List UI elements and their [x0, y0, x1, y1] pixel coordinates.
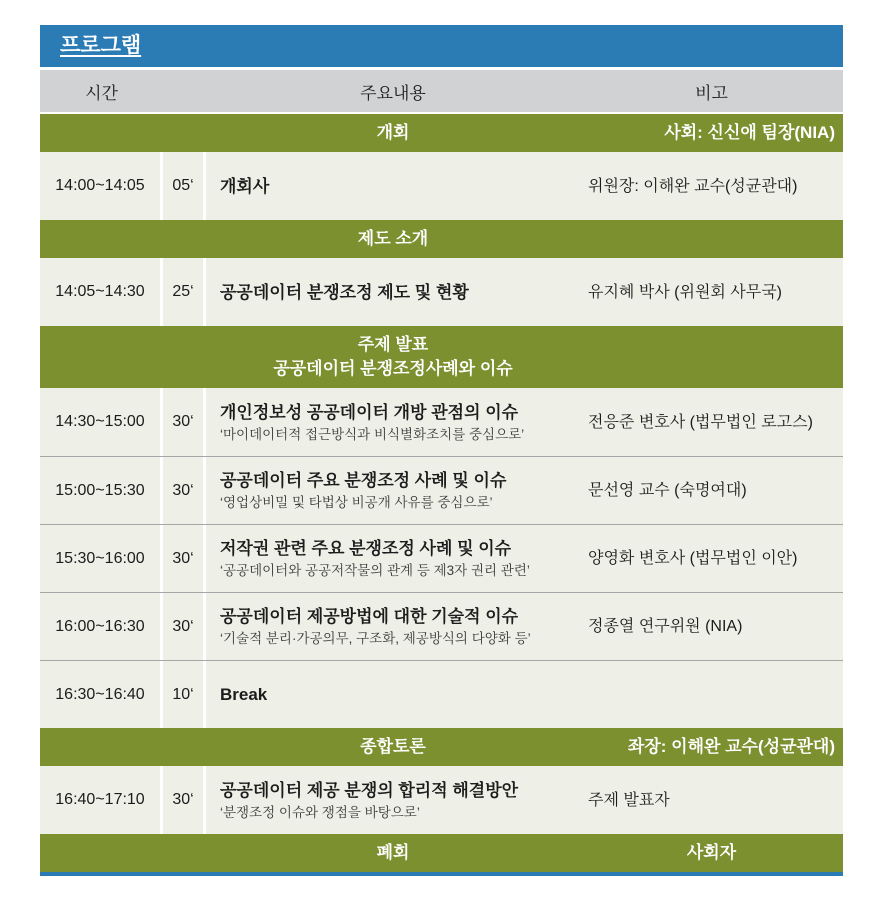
- agenda-subtitle: ‘공공데이터와 공공저작물의 관계 등 제3자 권리 관련’: [220, 563, 530, 578]
- agenda-note: 주제 발표자: [588, 791, 670, 809]
- agenda-time: 16:00~16:30: [40, 593, 163, 660]
- column-header-content: 주요내용: [360, 83, 426, 103]
- agenda-row: [40, 152, 843, 220]
- agenda-note: 정종열 연구위원 (NIA): [588, 618, 743, 635]
- agenda-time: 14:05~14:30: [40, 258, 163, 326]
- section-row: [40, 834, 843, 872]
- agenda-row: [40, 258, 843, 326]
- agenda-duration: 05‘: [163, 152, 206, 220]
- agenda-subtitle: ‘마이데이터적 접근방식과 비식별화조치를 중심으로’: [220, 426, 525, 442]
- agenda-title: 공공데이터 주요 분쟁조정 사례 및 이슈: [220, 471, 507, 490]
- section-title: 종합토론: [360, 737, 426, 756]
- program-table: [40, 25, 843, 872]
- section-title: 개회: [376, 123, 410, 142]
- agenda-subtitle: ‘분쟁조정 이슈와 쟁점을 바탕으로’: [220, 804, 420, 820]
- agenda-note: 위원장: 이해완 교수(성균관대): [588, 177, 798, 195]
- agenda-content: [206, 166, 580, 207]
- agenda-note: 문선영 교수 (숙명여대): [588, 482, 747, 499]
- agenda-title: 개회사: [220, 176, 270, 196]
- column-header-note: 비고: [695, 83, 728, 103]
- agenda-time: 15:30~16:00: [40, 525, 163, 592]
- section-row: [40, 220, 843, 258]
- agenda-title: 저작권 관련 주요 분쟁조정 사례 및 이슈: [220, 539, 512, 558]
- agenda-row: [40, 592, 843, 660]
- agenda-note: 양영화 변호사 (법무법인 이안): [588, 550, 798, 567]
- program-title: 프로그램: [60, 34, 142, 57]
- section-note: 사회자: [686, 843, 737, 862]
- agenda-note: 유지혜 박사 (위원회 사무국): [588, 283, 783, 301]
- agenda-title: 공공데이터 제공방법에 대한 기술적 이슈: [220, 607, 519, 626]
- agenda-time: 16:40~17:10: [40, 766, 163, 834]
- section-note: [580, 232, 843, 246]
- agenda-row: [40, 766, 843, 834]
- section-row: [40, 326, 843, 388]
- agenda-title: 공공데이터 분쟁조정 제도 및 현황: [220, 282, 469, 302]
- agenda-subtitle: ‘기술적 분리·가공의무, 구조화, 제공방식의 다양화 등’: [220, 631, 531, 646]
- column-header-row: [40, 70, 843, 112]
- agenda-title: Break: [220, 685, 268, 704]
- agenda-content: [206, 528, 580, 589]
- section-title: 주제 발표 공공데이터 분쟁조정사례와 이슈: [273, 335, 513, 378]
- agenda-row: [40, 660, 843, 728]
- agenda-duration: 25‘: [163, 258, 206, 326]
- agenda-note: 전응준 변호사 (법무법인 로고스): [588, 413, 813, 431]
- section-title: 제도 소개: [357, 229, 429, 248]
- section-row: [40, 728, 843, 766]
- agenda-duration: 30‘: [163, 457, 206, 524]
- agenda-time: 16:30~16:40: [40, 661, 163, 728]
- section-note: 사회: 신신애 팀장(NIA): [664, 123, 835, 142]
- agenda-row: [40, 524, 843, 592]
- agenda-duration: 30‘: [163, 525, 206, 592]
- agenda-title: 공공데이터 제공 분쟁의 합리적 해결방안: [220, 780, 519, 800]
- agenda-row: [40, 388, 843, 456]
- agenda-duration: 30‘: [163, 388, 206, 456]
- section-row: [40, 114, 843, 152]
- agenda-duration: 10‘: [163, 661, 206, 728]
- agenda-time: 14:00~14:05: [40, 152, 163, 220]
- agenda-content: [206, 272, 580, 313]
- agenda-content: [206, 460, 580, 521]
- bottom-accent-strip: [40, 872, 843, 876]
- agenda-time: 15:00~15:30: [40, 457, 163, 524]
- agenda-duration: 30‘: [163, 766, 206, 834]
- section-note: [580, 350, 843, 364]
- agenda-content: [206, 770, 580, 831]
- agenda-duration: 30‘: [163, 593, 206, 660]
- agenda-subtitle: ‘영업상비밀 및 타법상 비공개 사유를 중심으로’: [220, 495, 493, 510]
- rows-container: [40, 114, 843, 872]
- agenda-row: [40, 456, 843, 524]
- program-title-bar: [40, 25, 843, 67]
- agenda-content: [206, 596, 580, 657]
- column-header-time: 시간: [85, 83, 118, 103]
- section-note: 좌장: 이해완 교수(성균관대): [627, 737, 835, 756]
- agenda-title: 개인정보성 공공데이터 개방 관점의 이슈: [220, 402, 519, 422]
- agenda-content: [206, 392, 580, 453]
- agenda-time: 14:30~15:00: [40, 388, 163, 456]
- section-title: 폐회: [376, 843, 410, 862]
- agenda-content: [206, 674, 580, 715]
